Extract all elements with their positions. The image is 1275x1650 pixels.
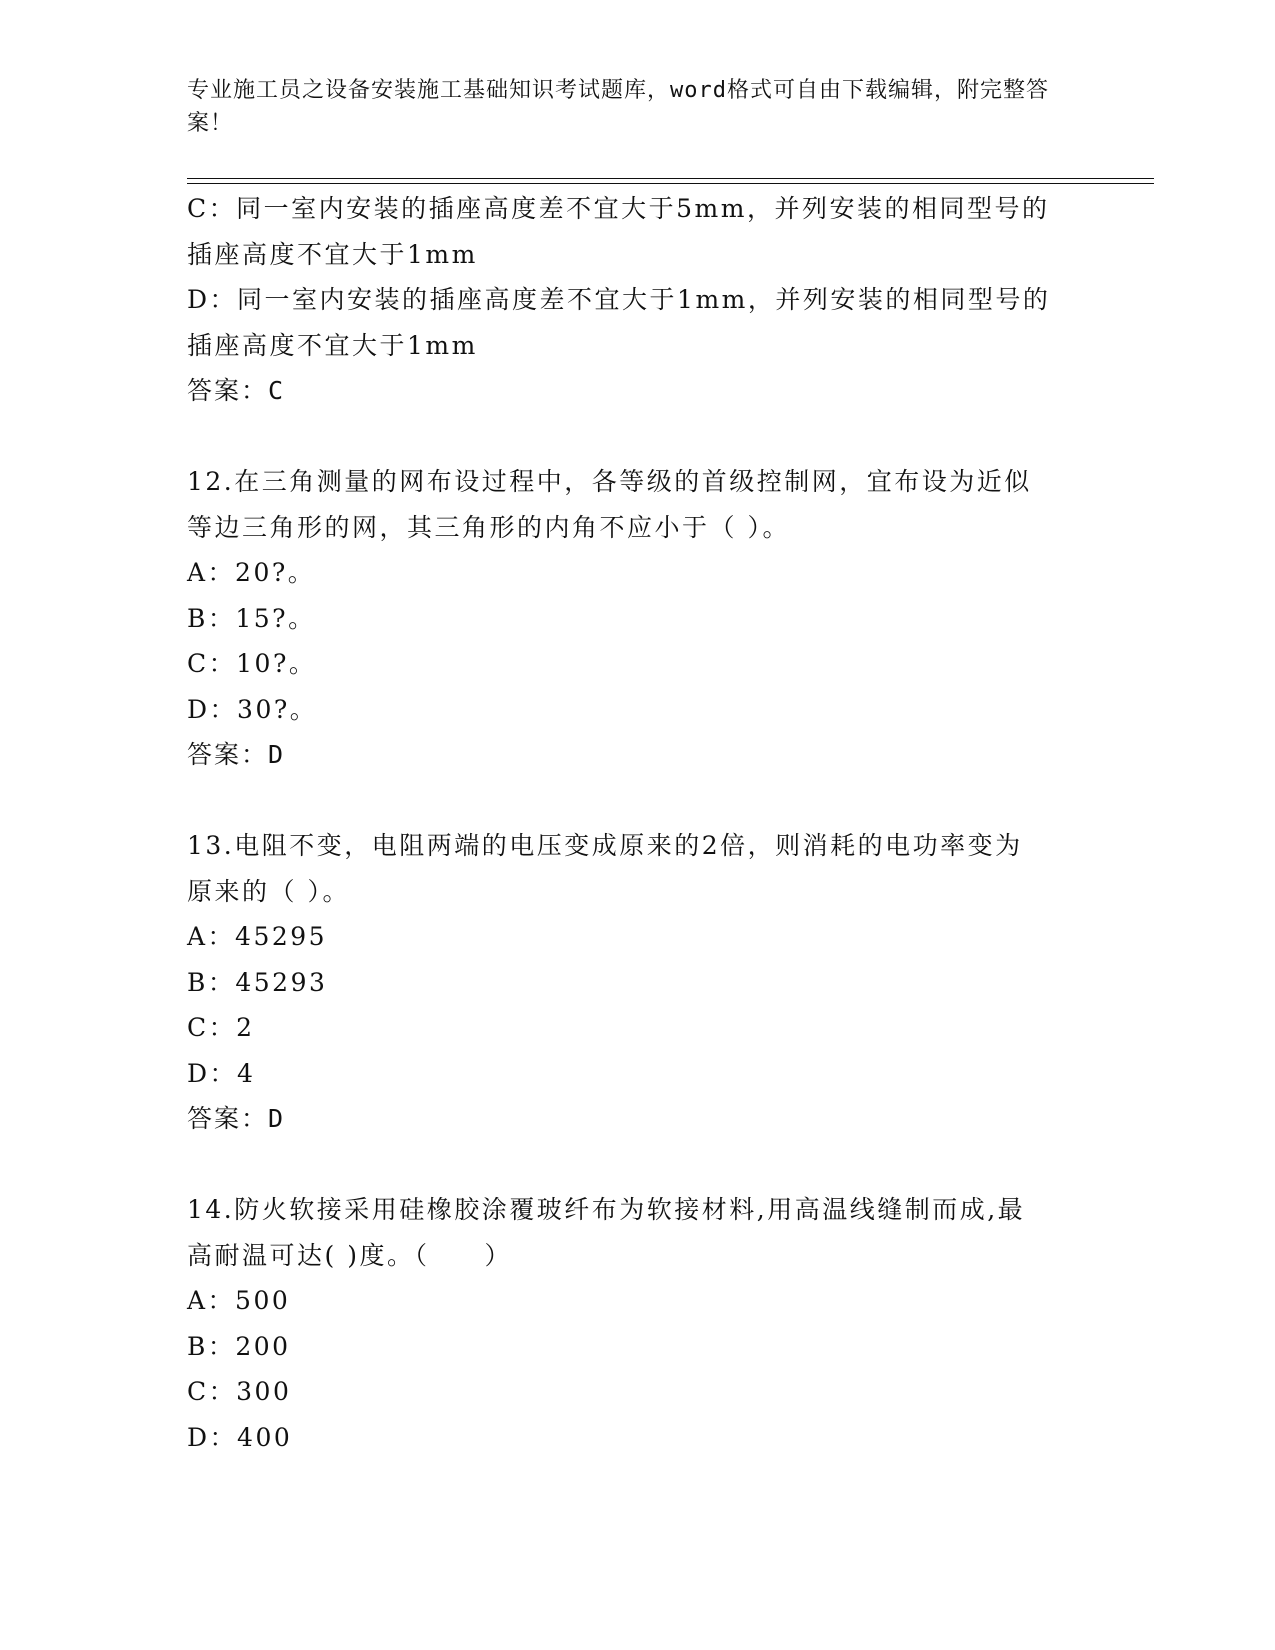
option-d-line1: D：同一室内安装的插座高度差不宜大于1mm，并列安装的相同型号的 [187,285,1051,314]
header-rule-bottom [187,183,1154,184]
question-stem-line2: 等边三角形的网，其三角形的内角不应小于（ ）。 [187,512,790,542]
option-c: C：2 [187,1013,255,1042]
spacer [187,778,1087,824]
option-b: B：45293 [187,967,328,997]
question-stem-line2: 原来的（ ）。 [187,876,350,906]
option-c-line2: 插座高度不宜大于1mm [187,239,478,269]
option-a: A：20?。 [187,558,316,587]
question-stem-line1: 13.电阻不变，电阻两端的电压变成原来的2倍，则消耗的电功率变为 [187,831,1023,860]
page-header: 专业施工员之设备安装施工基础知识考试题库，word格式可自由下载编辑，附完整答案！ [187,78,1049,136]
option-c: C：10?。 [187,649,317,678]
question-11-tail [187,186,1087,414]
question-stem-line1: 14.防火软接采用硅橡胶涂覆玻纤布为软接材料,用高温线缝制而成,最 [187,1195,1026,1224]
question-stem-line2: 高耐温可达( )度。（ ） [187,1240,512,1270]
option-b: B：200 [187,1331,291,1361]
option-c: C：300 [187,1377,292,1406]
question-stem-line1: 12.在三角测量的网布设过程中，各等级的首级控制网，宜布设为近似 [187,467,1032,496]
answer-13: 答案：D [187,1104,286,1133]
answer-11: 答案：C [187,376,286,405]
option-a: A：500 [187,1286,291,1315]
spacer [187,414,1087,460]
question-14 [187,1187,1087,1460]
document-body [187,186,1087,1460]
question-12 [187,459,1087,778]
option-b: B：15?。 [187,603,316,633]
option-d: D：400 [187,1422,293,1452]
option-d: D：4 [187,1058,256,1088]
question-13 [187,823,1087,1142]
spacer [187,1142,1087,1188]
option-d: D：30?。 [187,694,318,724]
answer-12: 答案：D [187,740,286,769]
option-d-line2: 插座高度不宜大于1mm [187,330,478,360]
option-c-line1: C：同一室内安装的插座高度差不宜大于5mm，并列安装的相同型号的 [187,194,1050,223]
option-a: A：45295 [187,922,328,951]
header-rule-top [187,178,1154,179]
